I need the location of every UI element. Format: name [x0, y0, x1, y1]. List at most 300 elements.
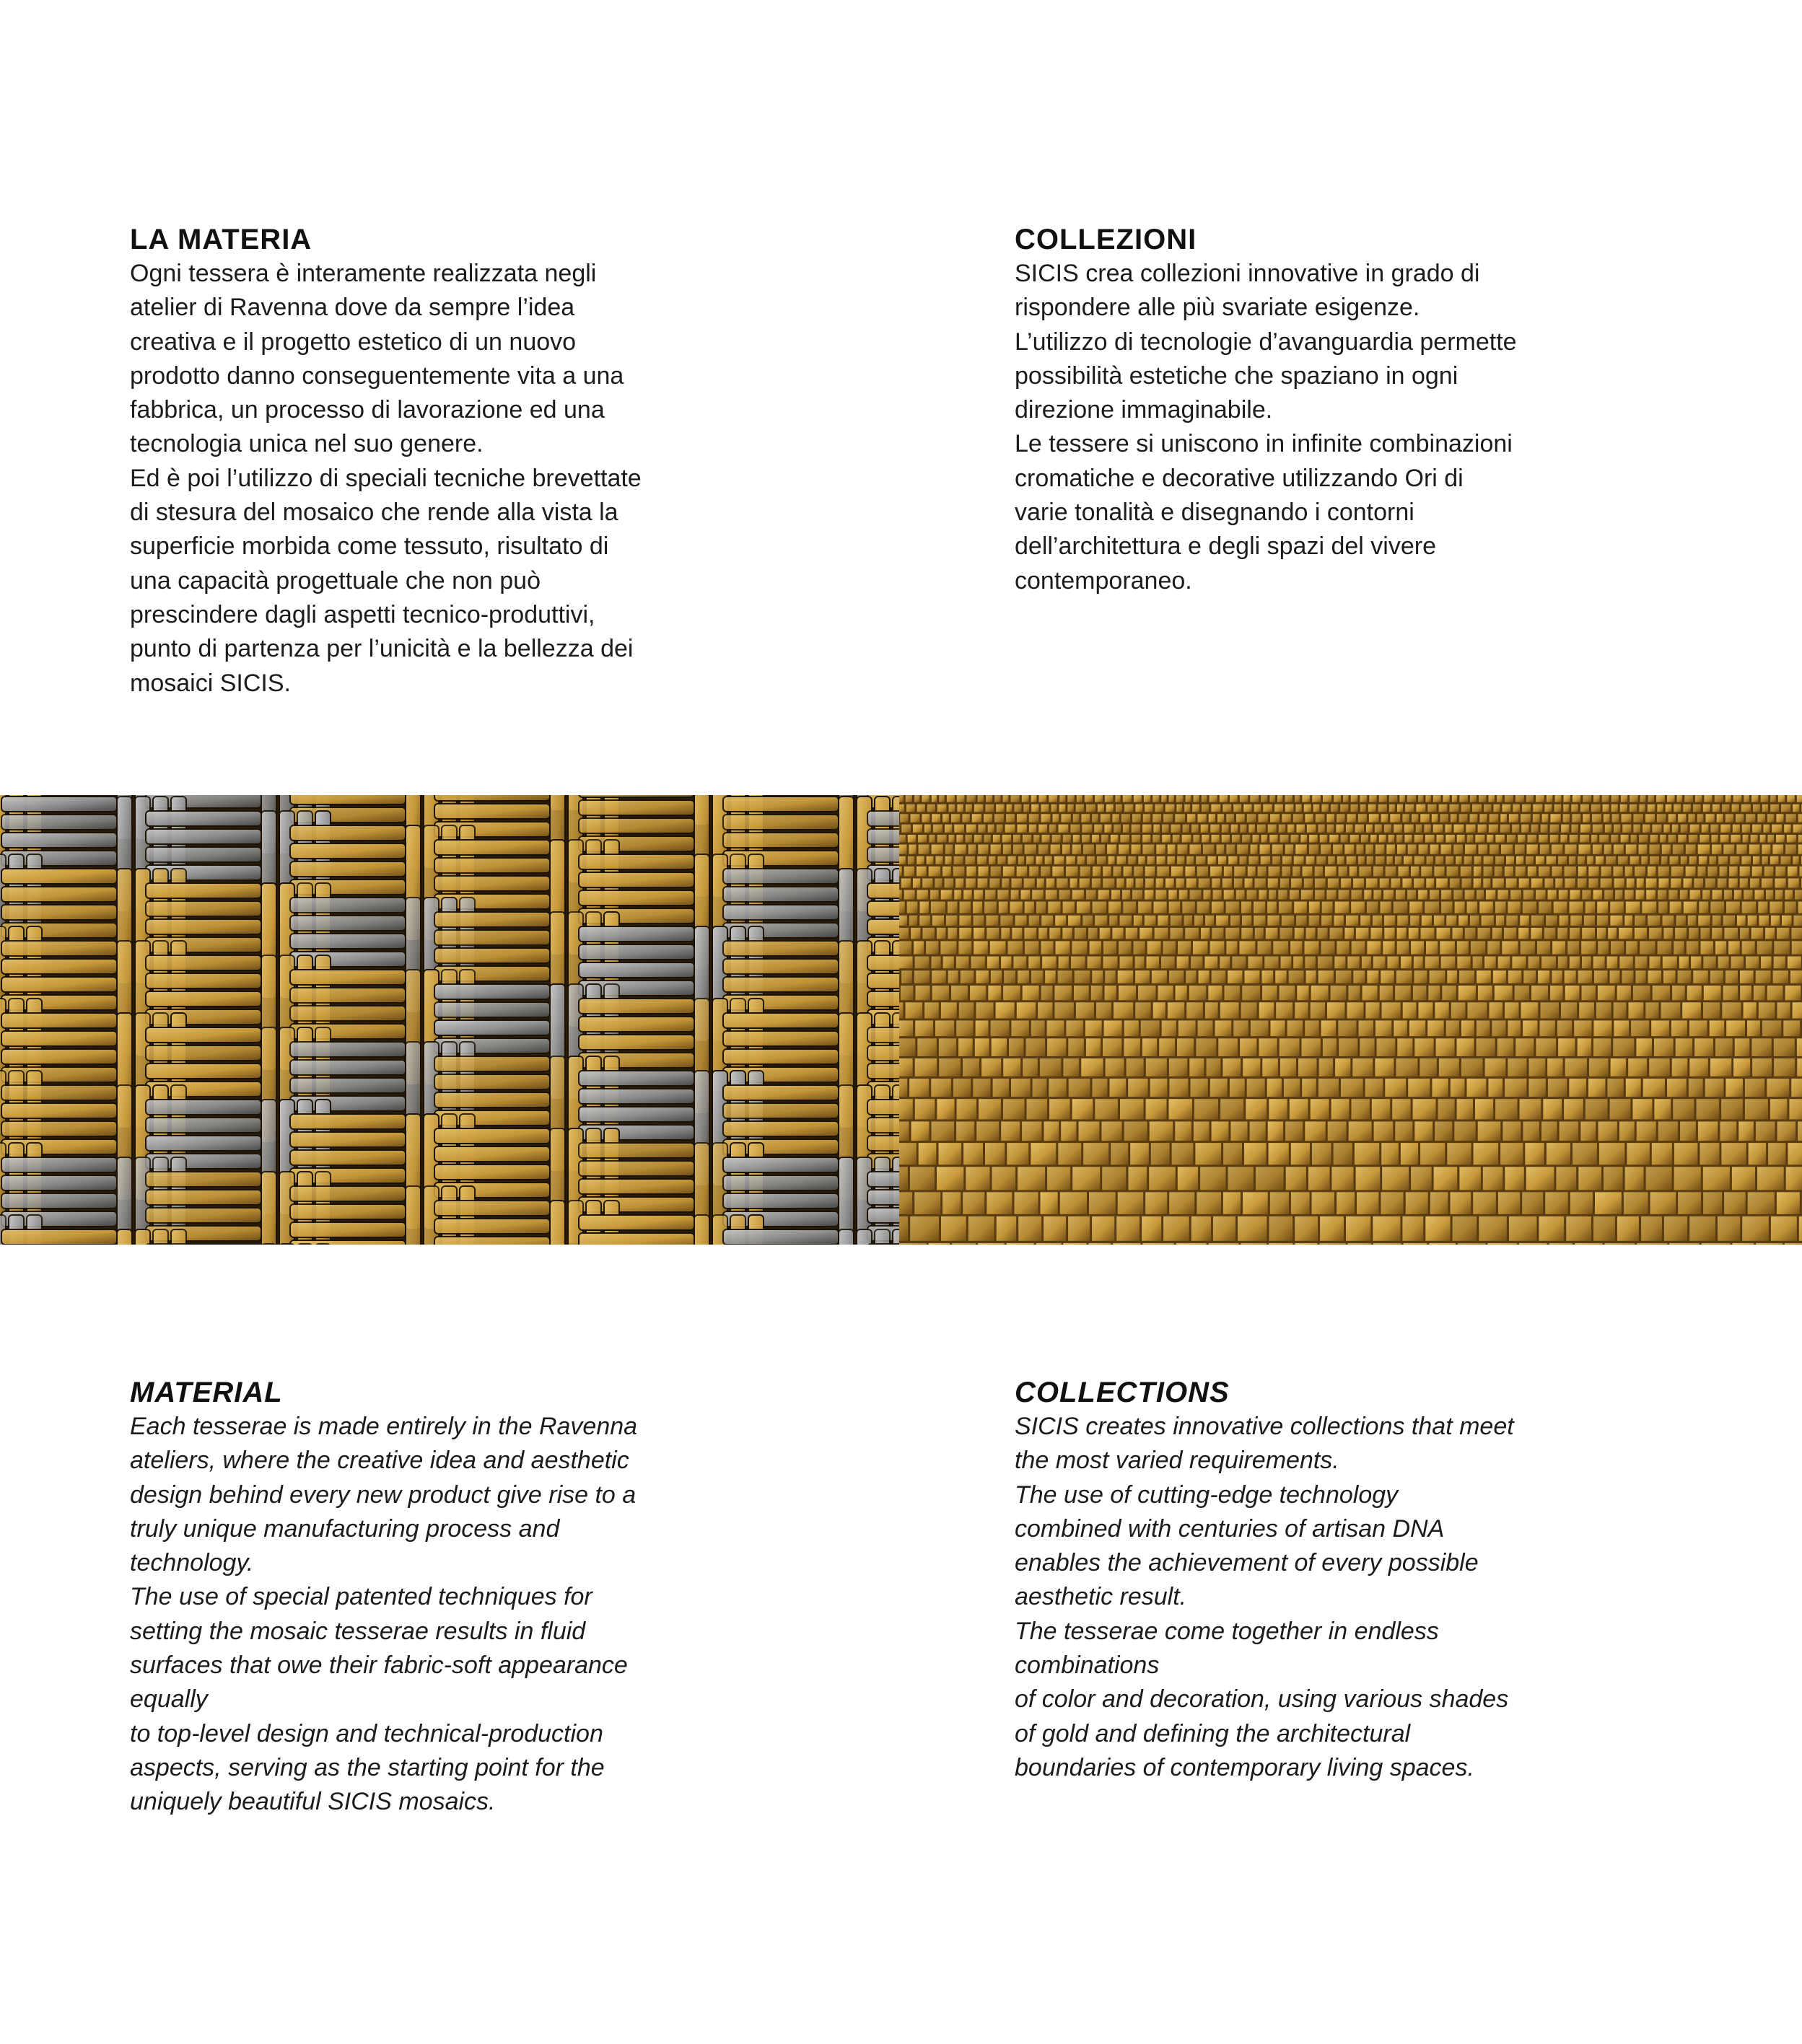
mosaic-tile: [1168, 890, 1177, 900]
mosaic-tile: [1421, 928, 1435, 939]
collections-line: The use of cutting-edge technology: [1015, 1481, 1399, 1509]
mosaic-tile: [1453, 845, 1463, 854]
mosaic-tile: [988, 825, 994, 833]
mosaic-tile: [1298, 1058, 1317, 1076]
mosaic-tile: [1447, 867, 1458, 877]
mosaic-tile: [1772, 845, 1783, 854]
mosaic-tile: [1498, 957, 1510, 969]
mosaic-tile: [1759, 1002, 1775, 1018]
mosaic-tile: [1762, 856, 1768, 864]
mosaic-stick: [146, 1118, 261, 1133]
mosaic-tile: [1541, 825, 1548, 833]
mosaic-tile: [1520, 916, 1529, 926]
materia-line: Ogni tessera è interamente realizzata negli: [130, 260, 597, 287]
mosaic-tile: [899, 1002, 904, 1018]
mosaic-tile: [1191, 1216, 1211, 1241]
mosaic-tile: [1564, 795, 1570, 802]
mosaic-tile: [1063, 902, 1075, 913]
mosaic-tile: [908, 856, 914, 864]
mosaic-tile: [1326, 890, 1336, 900]
mosaic-tile: [1321, 845, 1331, 854]
mosaic-tile: [1152, 970, 1167, 983]
mosaic-tile: [1501, 845, 1513, 854]
mosaic-tile: [1103, 957, 1118, 969]
mosaic-tile: [1194, 795, 1199, 802]
mosaic-tile: [1142, 1038, 1157, 1056]
mosaic-tile: [1077, 795, 1082, 802]
mosaic-tile: [1774, 957, 1785, 969]
mosaic-tile: [1515, 986, 1529, 1000]
mosaic-tile: [1433, 795, 1441, 802]
mosaic-tile: [1144, 795, 1150, 802]
mosaic-tile: [1733, 1243, 1754, 1245]
mosaic-tile: [1269, 835, 1277, 843]
mosaic-tile: [1217, 845, 1225, 854]
mosaic-tile: [1531, 825, 1539, 833]
mosaic-tile: [1321, 916, 1331, 926]
mosaic-tile: [1031, 970, 1043, 983]
mosaic-tile: [1610, 1099, 1631, 1119]
mosaic-tile: [1210, 867, 1222, 877]
mosaic-stick: [723, 1175, 839, 1190]
mosaic-tile: [1173, 835, 1180, 843]
mosaic-tile: [1330, 928, 1343, 939]
mosaic-tile: [1689, 856, 1697, 864]
mosaic-tile: [1353, 879, 1364, 888]
mosaic-tile: [1047, 1038, 1066, 1056]
mosaic-tile: [1457, 1099, 1473, 1119]
mosaic-tile: [1658, 867, 1669, 877]
mosaic-tile: [1238, 1216, 1267, 1241]
mosaic-tile: [1604, 845, 1611, 854]
mosaic-tile: [1451, 1079, 1465, 1097]
mosaic-tile: [1076, 1002, 1094, 1018]
mosaic-tile: [963, 1143, 983, 1164]
mosaic-tile: [1367, 856, 1373, 864]
mosaic-tile: [1241, 825, 1247, 833]
mosaic-tile: [1380, 986, 1393, 1000]
mosaic-tile: [1613, 1038, 1634, 1056]
mosaic-tile: [1440, 941, 1455, 954]
mosaic-tile: [1223, 1058, 1241, 1076]
mosaic-tile: [1254, 916, 1265, 926]
mosaic-tile: [1383, 941, 1394, 954]
mosaic-tile: [977, 856, 987, 864]
mosaic-tile: [1691, 957, 1701, 969]
mosaic-tile: [1124, 1121, 1147, 1141]
mosaic-tile: [1420, 1143, 1445, 1164]
mosaic-tile: [1225, 986, 1241, 1000]
mosaic-tile: [1138, 902, 1151, 913]
mosaic-tile: [1611, 1058, 1627, 1076]
mosaic-stick: [579, 1071, 694, 1086]
mosaic-tile: [1459, 814, 1468, 822]
mosaic-tile: [1397, 916, 1408, 926]
mosaic-tile: [1490, 1002, 1503, 1018]
mosaic-tile: [1146, 1058, 1167, 1076]
mosaic-tile: [1355, 1143, 1379, 1164]
mosaic-tile: [1081, 1058, 1103, 1076]
mosaic-tile: [1146, 1099, 1167, 1119]
mosaic-tile: [1383, 890, 1394, 900]
mosaic-tile: [1092, 835, 1099, 843]
mosaic-stick: [434, 1146, 550, 1162]
mosaic-tile: [1057, 879, 1067, 888]
mosaic-tile: [1678, 970, 1692, 983]
mosaic-tile: [1269, 890, 1276, 900]
collezioni-line: dell’architettura e degli spazi del vivere: [1015, 532, 1436, 561]
materia-body: [130, 257, 794, 701]
mosaic-tile: [1758, 902, 1767, 913]
mosaic-tile: [915, 1099, 935, 1119]
mosaic-tile: [1001, 928, 1010, 939]
mosaic-tile: [1309, 835, 1318, 843]
mosaic-tile: [1474, 879, 1482, 888]
mosaic-tile: [1569, 856, 1575, 864]
mosaic-tile: [941, 890, 953, 900]
mosaic-tile: [1704, 795, 1712, 802]
mosaic-tile: [1785, 890, 1793, 900]
mosaic-tile: [1650, 856, 1659, 864]
mosaic-tile: [1412, 814, 1418, 822]
mosaic-tile: [899, 1038, 915, 1056]
mosaic-tile: [899, 835, 906, 843]
mosaic-tile: [1516, 856, 1523, 864]
mosaic-tile: [1347, 957, 1360, 969]
mosaic-tile: [899, 928, 909, 939]
mosaic-tile: [971, 957, 985, 969]
mosaic-tile: [1419, 845, 1428, 854]
mosaic-tile: [1752, 825, 1761, 833]
mosaic-tile: [1726, 1020, 1745, 1036]
mosaic-stick: [290, 795, 406, 804]
mosaic-tile: [1262, 986, 1277, 1000]
mosaic-tile: [932, 845, 943, 854]
mosaic-tile: [1063, 835, 1071, 843]
mosaic-tile: [1318, 928, 1328, 939]
mosaic-tile: [1729, 867, 1738, 877]
mosaic-tile: [1202, 804, 1209, 812]
mosaic-tile: [1608, 928, 1617, 939]
mosaic-tile: [1017, 814, 1027, 822]
mosaic-tile: [1515, 867, 1526, 877]
mosaic-tile: [1580, 1121, 1596, 1141]
mosaic-tile: [1293, 867, 1300, 877]
mosaic-tile: [1668, 890, 1678, 900]
mosaic-tile: [1713, 890, 1723, 900]
mosaic-tile: [1118, 1192, 1144, 1214]
mosaic-tile: [1382, 1002, 1401, 1018]
mosaic-tile: [979, 867, 989, 877]
mosaic-tile: [1261, 856, 1270, 864]
mosaic-tile: [899, 1243, 927, 1245]
mosaic-tile: [1582, 986, 1596, 1000]
mosaic-tile: [1021, 890, 1031, 900]
mosaic-tile: [1311, 1002, 1325, 1018]
mosaic-tile: [1429, 1243, 1456, 1245]
mosaic-tile: [1646, 879, 1657, 888]
mosaic-tile: [943, 957, 954, 969]
collections-heading: COLLECTIONS: [1015, 1377, 1230, 1408]
mosaic-tile: [1123, 795, 1132, 802]
mosaic-tile: [1038, 928, 1047, 939]
mosaic-tile: [1536, 795, 1544, 802]
mosaic-tile: [1328, 1121, 1347, 1141]
mosaic-tile: [1334, 1143, 1352, 1164]
mosaic-tile: [1189, 986, 1207, 1000]
mosaic-tile: [1603, 804, 1609, 812]
mosaic-tile: [1032, 890, 1044, 900]
mosaic-tile: [1770, 1099, 1788, 1119]
mosaic-tile: [1414, 1038, 1433, 1056]
mosaic-tile: [1153, 835, 1160, 843]
mosaic-tile: [1461, 867, 1471, 877]
mosaic-tile: [1539, 867, 1550, 877]
mosaic-stick: [146, 1045, 261, 1061]
mosaic-tile: [1624, 1192, 1648, 1214]
mosaic-tile: [1718, 879, 1727, 888]
mosaic-tile: [1619, 957, 1633, 969]
mosaic-tile: [1552, 941, 1565, 954]
mosaic-tile: [1176, 879, 1184, 888]
mosaic-tile: [1461, 804, 1470, 812]
mosaic-tile: [1737, 916, 1746, 926]
mosaic-tile: [1531, 916, 1544, 926]
mosaic-tile: [1013, 835, 1020, 843]
mosaic-tile: [1505, 1079, 1526, 1097]
mosaic-tile: [1583, 814, 1590, 822]
mosaic-tile: [1151, 1143, 1170, 1164]
mosaic-tile: [1103, 941, 1116, 954]
mosaic-tile: [1733, 795, 1742, 802]
mosaic-tile: [1748, 916, 1757, 926]
mosaic-tile: [1263, 804, 1272, 812]
mosaic-tile: [1566, 1216, 1591, 1241]
mosaic-tile: [1740, 879, 1748, 888]
mosaic-tile: [1169, 902, 1181, 913]
mosaic-tile: [1316, 814, 1325, 822]
mosaic-tile: [1632, 1099, 1652, 1119]
mosaic-tile: [1512, 957, 1526, 969]
mosaic-tile: [1468, 1002, 1487, 1018]
mosaic-tile: [1098, 804, 1104, 812]
mosaic-tile: [1209, 1243, 1239, 1245]
mosaic-tile: [987, 916, 999, 926]
mosaic-tile: [1770, 795, 1776, 802]
mosaic-tile: [1194, 1121, 1210, 1141]
mosaic-tile: [1457, 1038, 1474, 1056]
mosaic-tile: [1625, 1167, 1644, 1190]
mosaic-tile: [1503, 804, 1511, 812]
mosaic-tile: [1060, 1192, 1087, 1214]
mosaic-tile: [922, 795, 929, 802]
mosaic-tile: [1334, 957, 1345, 969]
mosaic-tile: [1527, 845, 1538, 854]
mosaic-tile: [1210, 795, 1217, 802]
mosaic-stick: [146, 919, 261, 934]
mosaic-tile: [1230, 795, 1238, 802]
mosaic-tile: [1408, 1079, 1430, 1097]
mosaic-tile: [1583, 795, 1591, 802]
mosaic-tile: [1786, 814, 1796, 822]
mosaic-tile: [899, 1167, 908, 1190]
mosaic-tile: [1425, 1216, 1450, 1241]
mosaic-tile: [1742, 941, 1755, 954]
mosaic-tile: [1176, 1243, 1207, 1245]
mosaic-tile: [1254, 804, 1261, 812]
mosaic-tile: [1250, 795, 1259, 802]
mosaic-stick: [434, 1219, 550, 1234]
mosaic-tile: [1236, 814, 1245, 822]
gold-tile-mosaic-image: [899, 795, 1802, 1245]
mosaic-tile: [1226, 814, 1234, 822]
mosaic-stick: [867, 1100, 899, 1115]
mosaic-tile: [1375, 825, 1382, 833]
mosaic-tile: [1295, 795, 1300, 802]
mosaic-tile: [1466, 825, 1475, 833]
mosaic-tile: [1044, 1121, 1059, 1141]
mosaic-tile: [1626, 845, 1637, 854]
mosaic-tile: [1072, 941, 1087, 954]
mosaic-tile: [1096, 1002, 1111, 1018]
mosaic-tile: [1710, 825, 1718, 833]
mosaic-tile: [1492, 1020, 1505, 1036]
mosaic-tile: [1443, 795, 1450, 802]
mosaic-stick: [579, 1017, 694, 1032]
mosaic-tile: [1584, 916, 1595, 926]
mosaic-tile: [906, 1002, 923, 1018]
mosaic-tile: [1497, 1038, 1513, 1056]
mosaic-stick: [839, 1229, 854, 1245]
mosaic-tile: [1777, 1121, 1796, 1141]
mosaic-tile: [1478, 1121, 1501, 1141]
mosaic-tile: [1134, 867, 1142, 877]
mosaic-tile: [1041, 1192, 1058, 1214]
mosaic-tile: [1381, 970, 1394, 983]
mosaic-tile: [1280, 1038, 1300, 1056]
mosaic-tile: [1774, 1058, 1795, 1076]
mosaic-tile: [1413, 986, 1427, 1000]
mosaic-tile: [1635, 970, 1645, 983]
mosaic-tile: [1483, 879, 1490, 888]
mosaic-tile: [1436, 1038, 1455, 1056]
mosaic-tile: [939, 1143, 962, 1164]
mosaic-tile: [1228, 1167, 1254, 1190]
mosaic-tile: [1199, 970, 1210, 983]
mosaic-tile: [1029, 916, 1040, 926]
mosaic-tile: [1047, 1167, 1070, 1190]
mosaic-tile: [1350, 835, 1359, 843]
mosaic-tile: [1743, 835, 1749, 843]
mosaic-tile: [1186, 856, 1194, 864]
mosaic-tile: [1793, 825, 1802, 833]
mosaic-tile: [1686, 867, 1696, 877]
mosaic-tile: [1508, 902, 1520, 913]
mosaic-tile: [1565, 845, 1576, 854]
mosaic-stick: [434, 840, 550, 855]
mosaic-tile: [1389, 795, 1398, 802]
mosaic-tile: [1291, 1192, 1310, 1214]
mosaic-tile: [1212, 879, 1220, 888]
collezioni-line: L’utilizzo di tecnologie d’avanguardia permette: [1015, 328, 1517, 356]
mosaic-tile: [1636, 1038, 1652, 1056]
mosaic-stick: [579, 1089, 694, 1104]
mosaic-tile: [985, 1143, 1005, 1164]
mosaic-tile: [899, 795, 904, 802]
mosaic-tile: [967, 795, 976, 802]
mosaic-tile: [1049, 928, 1060, 939]
mosaic-tile: [1289, 970, 1304, 983]
mosaic-tile: [1484, 804, 1492, 812]
mosaic-tile: [1120, 957, 1133, 969]
mosaic-tile: [1788, 1143, 1802, 1164]
mosaic-tile: [991, 845, 1001, 854]
mosaic-tile: [1077, 902, 1090, 913]
mosaic-tile: [1145, 879, 1154, 888]
mosaic-tile: [1536, 1038, 1556, 1056]
mosaic-stick: [434, 1074, 550, 1089]
mosaic-tile: [1438, 1099, 1455, 1119]
mosaic-tile: [1093, 867, 1101, 877]
mosaic-tile: [1404, 835, 1412, 843]
mosaic-stick: [867, 973, 899, 988]
mosaic-tile: [1268, 879, 1278, 888]
mosaic-tile: [1479, 814, 1487, 822]
mosaic-tile: [1567, 941, 1579, 954]
mosaic-tile: [1194, 916, 1203, 926]
mosaic-tile: [1334, 795, 1341, 802]
materia-line: prodotto danno conseguentemente vita a una: [130, 361, 624, 390]
mosaic-tile: [1302, 1038, 1321, 1056]
mosaic-tile: [1072, 1167, 1100, 1190]
mosaic-tile: [1545, 879, 1554, 888]
mosaic-tile: [1718, 856, 1728, 864]
mosaic-tile: [1353, 970, 1365, 983]
mosaic-tile: [1420, 814, 1430, 822]
mosaic-tile: [1228, 970, 1242, 983]
mosaic-tile: [1614, 1002, 1627, 1018]
mosaic-tile: [1093, 1079, 1108, 1097]
mosaic-tile: [1347, 1002, 1364, 1018]
mosaic-tile: [1023, 804, 1029, 812]
mosaic-tile: [1578, 856, 1585, 864]
mosaic-tile: [946, 916, 957, 926]
mosaic-tile: [909, 916, 917, 926]
mosaic-tile: [1676, 916, 1686, 926]
mosaic-tile: [1540, 1020, 1555, 1036]
mosaic-tile: [1122, 890, 1130, 900]
mosaic-tile: [1726, 902, 1740, 913]
mosaic-tile: [1293, 957, 1303, 969]
mosaic-tile: [1740, 986, 1751, 1000]
mosaic-tile: [1068, 1038, 1084, 1056]
material-line: The use of special patented techniques for: [130, 1583, 592, 1611]
mosaic-stick: [867, 991, 899, 1006]
mosaic-tile: [1280, 1058, 1296, 1076]
mosaic-tile: [1369, 814, 1379, 822]
mosaic-tile: [1350, 867, 1357, 877]
mosaic-tile: [1320, 835, 1328, 843]
mosaic-tile: [1242, 916, 1251, 926]
mosaic-tile: [1008, 941, 1023, 954]
mosaic-tile: [1132, 845, 1141, 854]
mosaic-tile: [1414, 1121, 1433, 1141]
mosaic-tile: [1178, 1167, 1198, 1190]
mosaic-tile: [1112, 814, 1119, 822]
mosaic-tile: [1098, 890, 1109, 900]
mosaic-tile: [1550, 835, 1559, 843]
mosaic-stick: [579, 1233, 694, 1245]
